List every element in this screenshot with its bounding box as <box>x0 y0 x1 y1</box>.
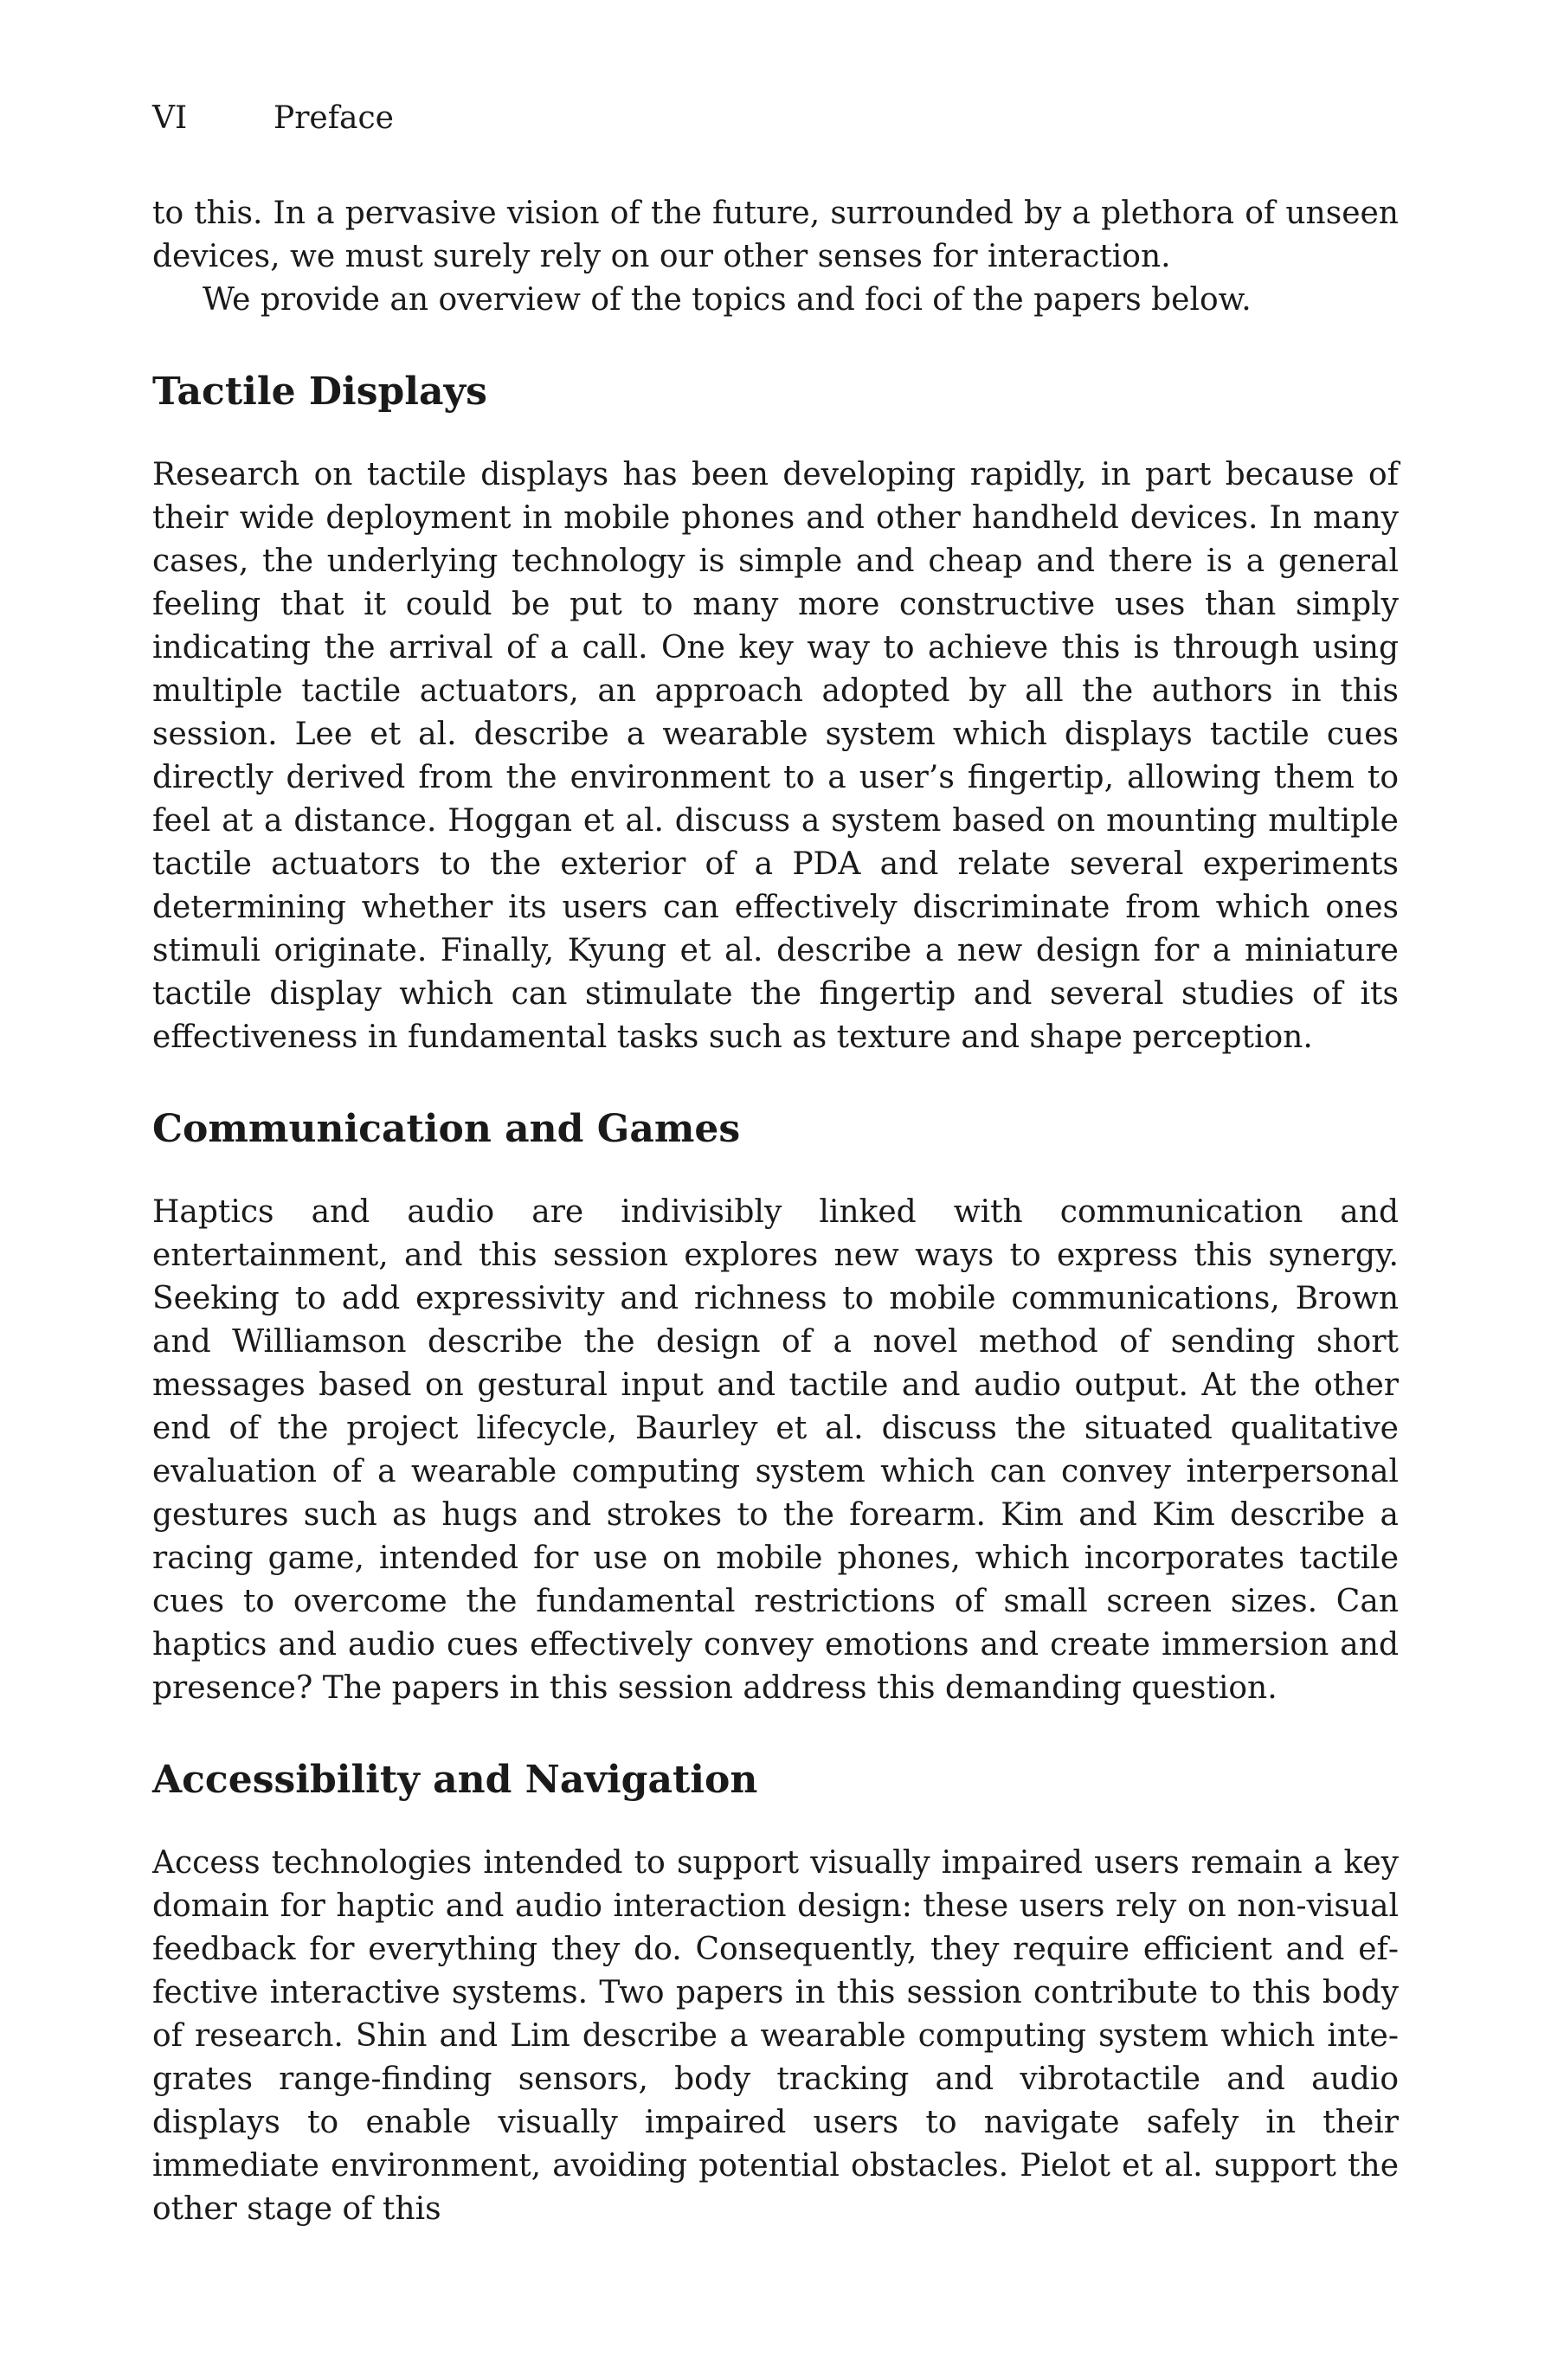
running-head <box>152 95 1399 142</box>
intro-paragraph: to this. In a pervasive vision of the future, surrounded by a plethora of unseen devices, we must surely rely on our other senses for interaction. <box>152 196 1399 274</box>
document-page <box>152 95 1399 2231</box>
section-heading-communication-and-games: Communication and Games <box>152 1107 741 1151</box>
running-title: Preface <box>274 100 394 136</box>
section-paragraph-accessibility-and-navigation: Access technologies intended to support visually impaired users remain a key domain for haptic and audio interaction design: these users rely on non-visual feedback for everything they do. Consequently, they require efficient and effective interactive systems. Two papers in this session contribute to this body of research. Shin and Lim describe a wearable computing system which integrates range-finding sensors, body tracking and vibrotactile and audio displays to enable visually impaired users to navigate safely in their immediate environment, avoiding potential obstacles. Pielot et al. support the other stage of this <box>152 1845 1399 2227</box>
page-number: VI <box>152 100 188 136</box>
section-heading-accessibility-and-navigation: Accessibility and Navigation <box>152 1758 758 1802</box>
intro-overview-paragraph: We provide an overview of the topics and foci of the papers below. <box>203 282 1252 318</box>
section-heading-tactile-displays: Tactile Displays <box>152 370 487 414</box>
section-paragraph-tactile-displays: Research on tactile displays has been developing rapidly, in part because of their wide deployment in mobile phones and other handheld devices. In many cases, the underlying technology is simple and cheap and there is a general feeling that it could be put to many more constructive uses than simply indicating the arrival of a call. One key way to achieve this is through using multiple tactile actuators, an approach adopted by all the authors in this session. Lee et al. describe a wearable system which displays tactile cues directly derived from the environment to a user’s fingertip, allowing them to feel at a distance. Hoggan et al. discuss a system based on mounting multiple tactile actuators to the exterior of a PDA and relate several experiments determining whether its users can effectively discriminate from which ones stimuli originate. Finally, Kyung et al. describe a new design for a miniature tactile display which can stimulate the fingertip and several studies of its effectiveness in fundamental tasks such as texture and shape perception. <box>152 457 1399 1055</box>
section-paragraph-communication-and-games: Haptics and audio are indivisibly linked with communication and entertainment, and this session explores new ways to express this synergy. Seeking to add expressivity and richness to mobile communications, Brown and Williamson describe the design of a novel method of sending short messages based on gestural input and tactile and audio output. At the other end of the project lifecycle, Baurley et al. discuss the situated qualitative evaluation of a wearable computing system which can convey interpersonal gestures such as hugs and strokes to the forearm. Kim and Kim describe a racing game, intended for use on mobile phones, which incorporates tactile cues to overcome the fundamental restrictions of small screen sizes. Can haptics and audio cues effectively convey emotions and create immersion and presence? The papers in this session address this demanding question. <box>152 1194 1399 1706</box>
